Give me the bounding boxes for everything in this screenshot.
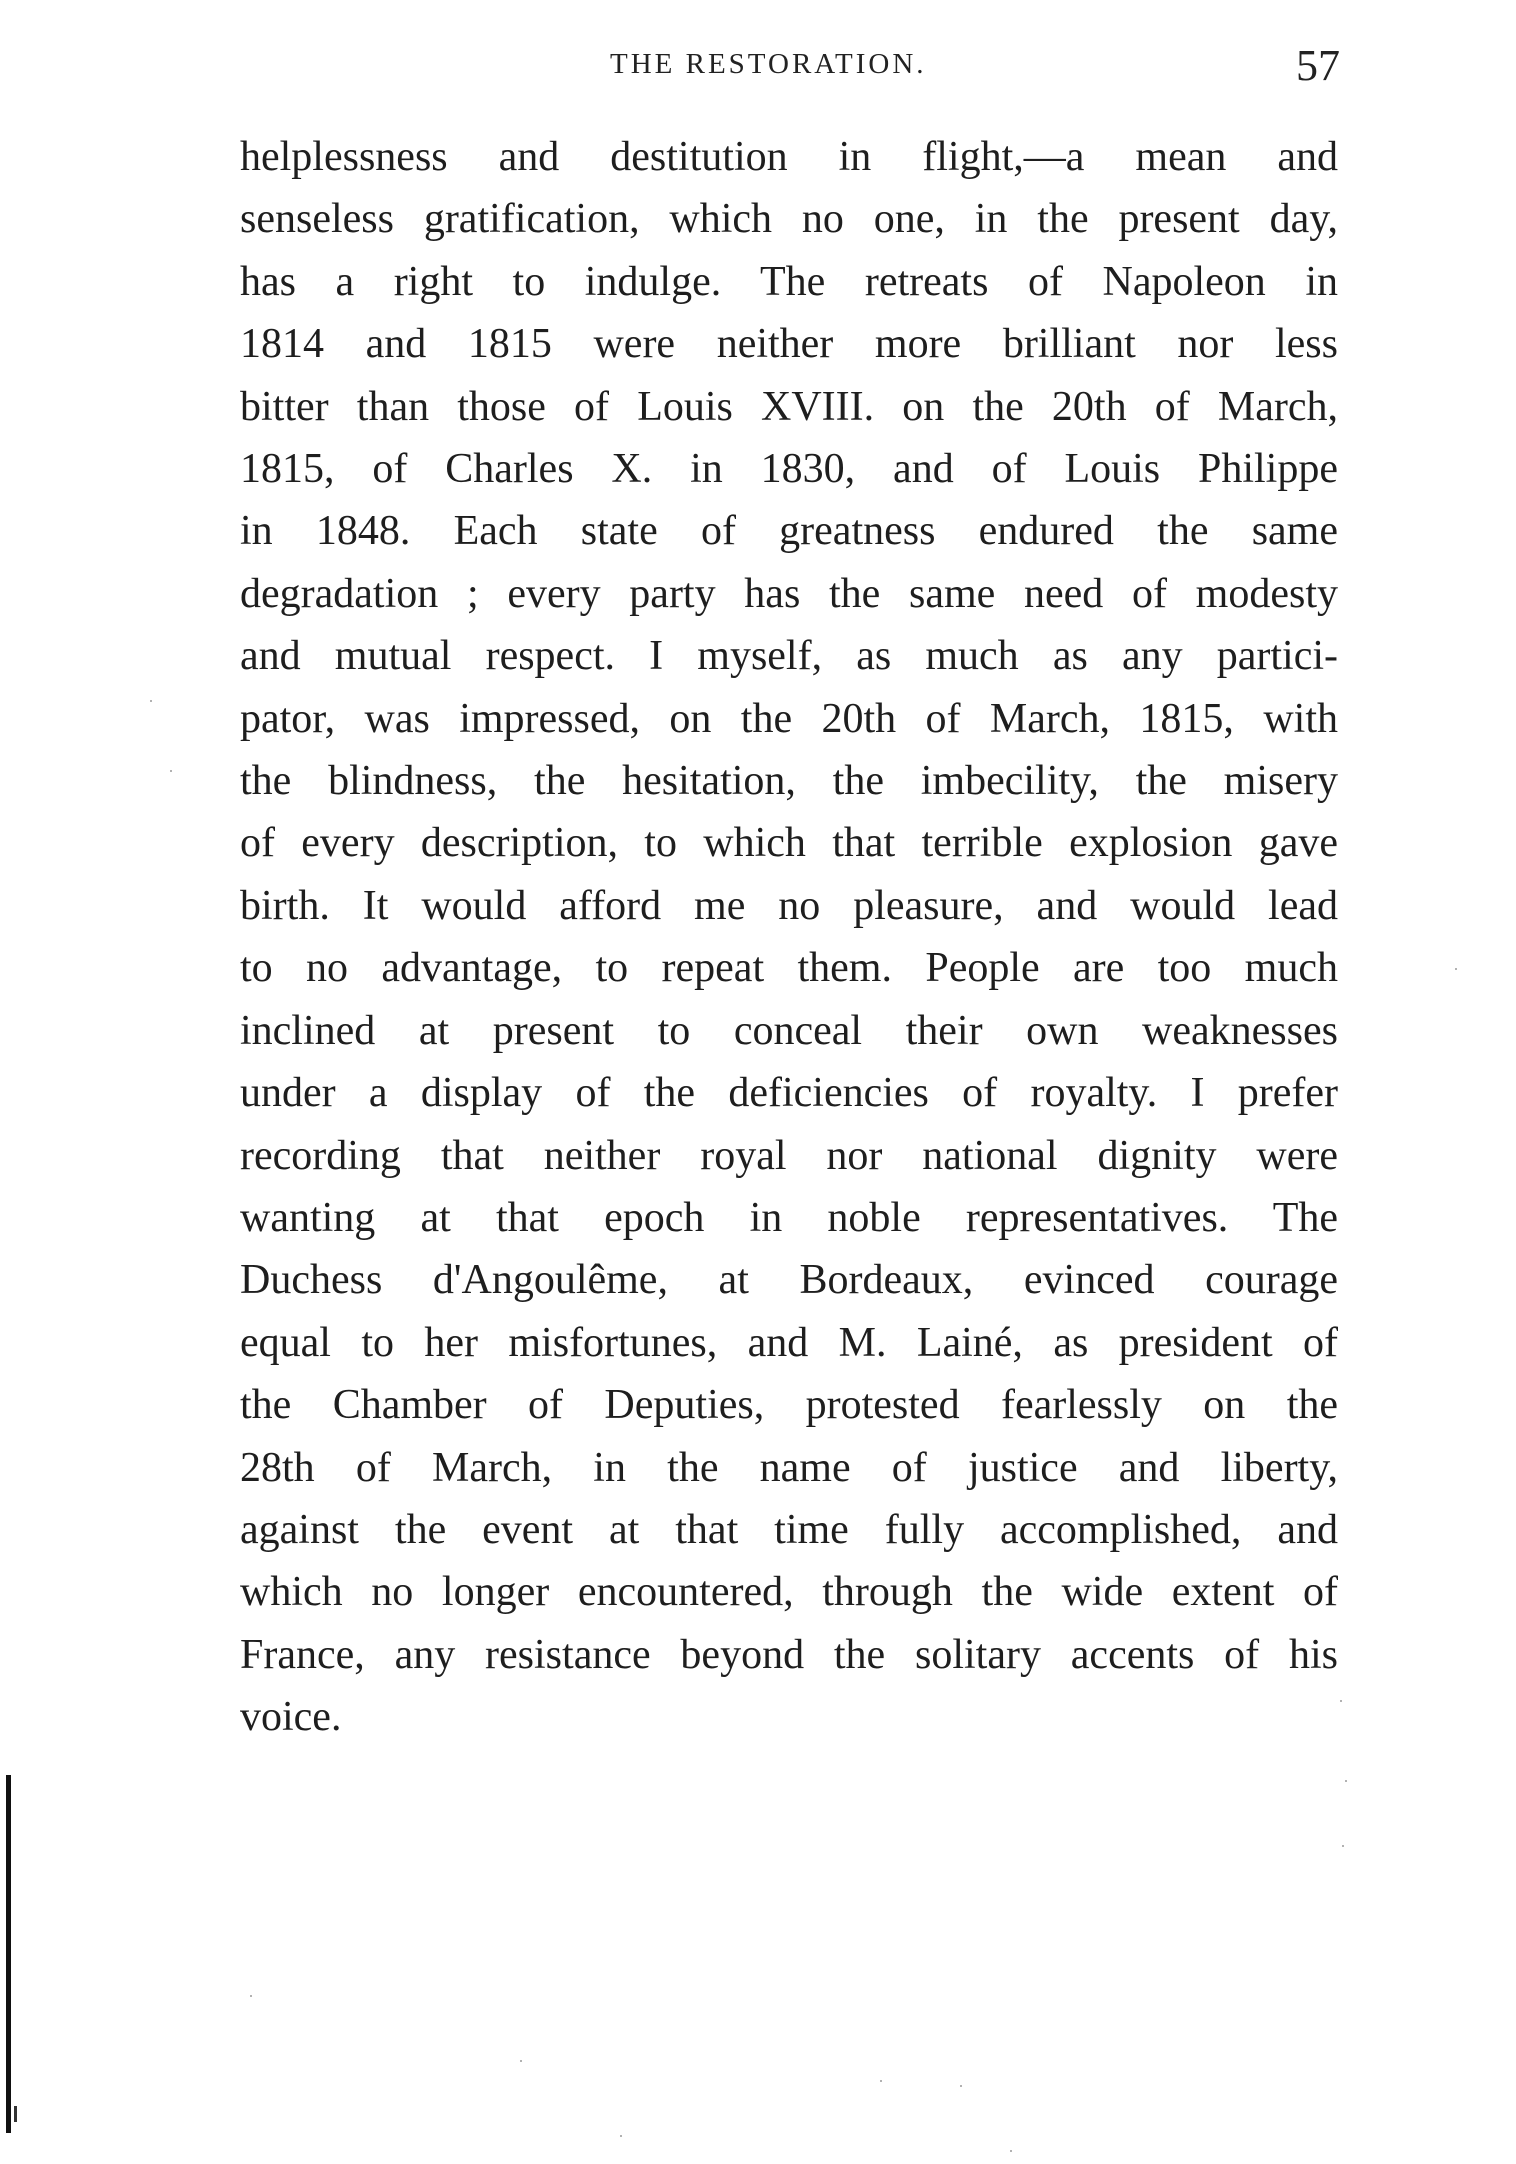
text-line: in 1848. Each state of greatness endured the same <box>240 508 1338 555</box>
text-line: wanting at that epoch in noble representatives. The <box>240 1194 1338 1241</box>
binding-edge-mark <box>6 1775 11 2133</box>
text-line: birth. It would afford me no pleasure, and would lead <box>240 882 1338 929</box>
text-line: helplessness and destitution in flight,—a mean and <box>240 134 1338 180</box>
text-line: which no longer encountered, through the wide extent of <box>240 1569 1338 1616</box>
text-line: of every description, to which that terrible explosion gave <box>240 820 1338 867</box>
scan-speck <box>250 1995 252 1997</box>
scan-speck <box>960 2085 962 2087</box>
text-line: inclined at present to conceal their own weaknesses <box>240 1007 1338 1054</box>
text-line: France, any resistance beyond the solitary accents of his <box>240 1631 1338 1678</box>
page-number: 57 <box>1296 41 1340 90</box>
scan-speck <box>170 770 172 772</box>
scan-speck <box>620 2135 622 2137</box>
running-title: THE RESTORATION. <box>610 48 927 80</box>
body-text <box>240 126 1338 1749</box>
scan-speck <box>150 700 152 702</box>
text-line: 1814 and 1815 were neither more brilliant nor less <box>240 321 1338 368</box>
text-line: Duchess d'Angoulême, at Bordeaux, evinced courage <box>240 1257 1338 1304</box>
text-line: under a display of the deficiencies of royalty. I prefer <box>240 1070 1338 1117</box>
text-line: 1815, of Charles X. in 1830, and of Louis Philippe <box>240 446 1338 493</box>
text-line: recording that neither royal nor national dignity were <box>240 1132 1338 1179</box>
text-line: and mutual respect. I myself, as much as any partici- <box>240 633 1338 680</box>
text-line: has a right to indulge. The retreats of Napoleon in <box>240 258 1338 305</box>
scan-speck <box>1342 1845 1344 1847</box>
text-line: voice. <box>240 1694 342 1741</box>
binding-edge-tick <box>14 2106 17 2122</box>
scan-speck <box>880 2080 882 2082</box>
text-line: bitter than those of Louis XVIII. on the 20th of March, <box>240 383 1338 430</box>
scan-speck <box>1010 2150 1012 2152</box>
text-line: degradation ; every party has the same need of modesty <box>240 570 1338 617</box>
text-line: pator, was impressed, on the 20th of March, 1815, with <box>240 695 1338 742</box>
scan-speck <box>1345 1780 1347 1782</box>
text-line: the Chamber of Deputies, protested fearlessly on the <box>240 1382 1338 1429</box>
text-line: the blindness, the hesitation, the imbecility, the misery <box>240 758 1338 805</box>
scan-speck <box>1455 968 1457 970</box>
text-line: to no advantage, to repeat them. People are too much <box>240 945 1338 992</box>
text-line: 28th of March, in the name of justice and liberty, <box>240 1444 1338 1491</box>
text-line: against the event at that time fully accomplished, and <box>240 1506 1338 1553</box>
text-line: senseless gratification, which no one, in the present day, <box>240 196 1338 243</box>
scan-speck <box>1340 1700 1342 1702</box>
scan-speck <box>520 2060 522 2062</box>
running-head <box>240 42 1340 102</box>
text-line: equal to her misfortunes, and M. Lainé, as president of <box>240 1319 1338 1366</box>
